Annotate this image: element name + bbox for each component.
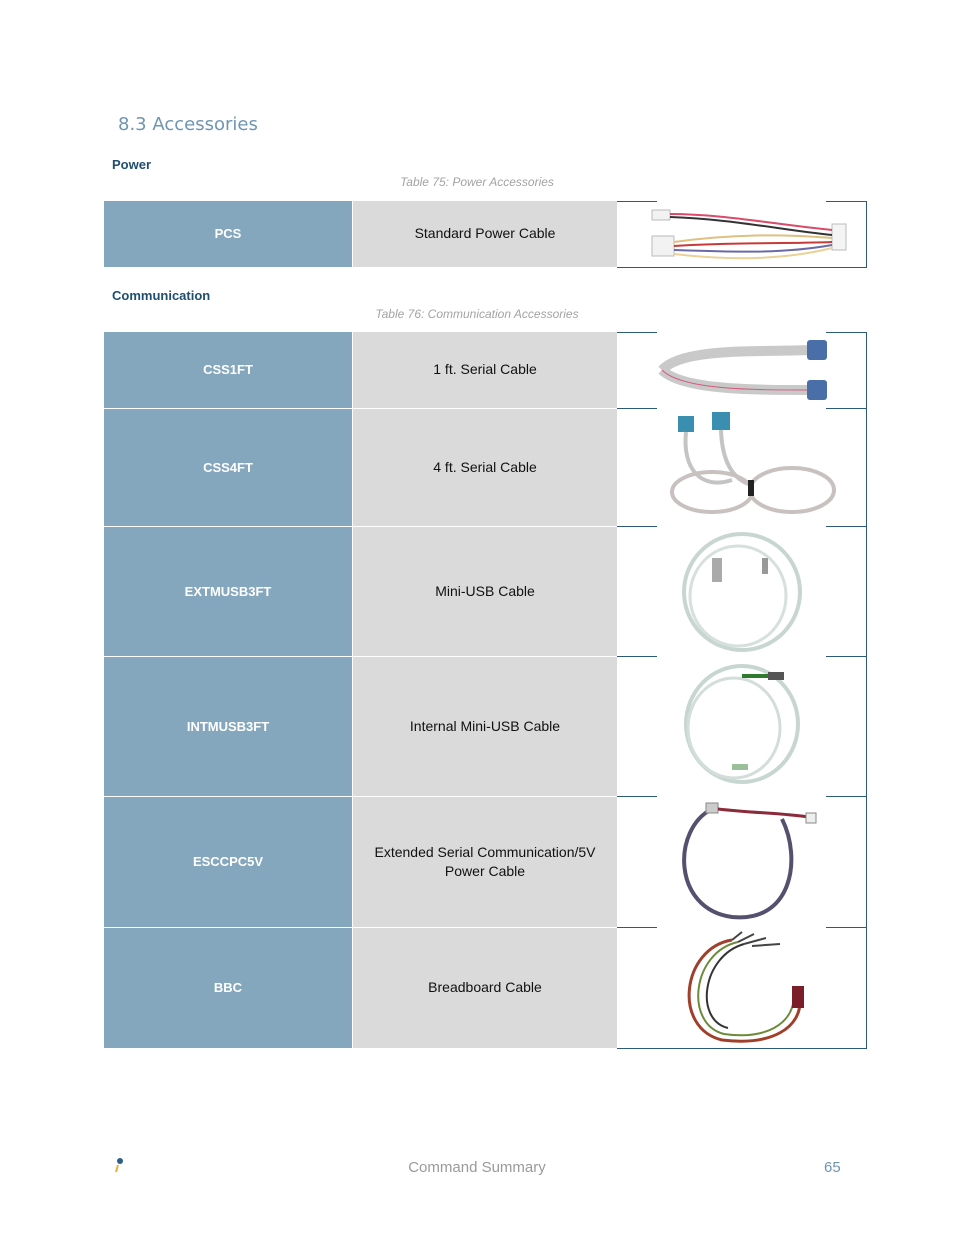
part-image xyxy=(617,927,867,1048)
power-table-caption: Table 75: Power Accessories xyxy=(400,175,554,189)
part-description: Standard Power Cable xyxy=(353,201,618,267)
part-number: CSS1FT xyxy=(104,332,353,408)
part-number: PCS xyxy=(104,201,353,267)
breadboard-cable-icon xyxy=(662,928,822,1046)
part-description: Internal Mini-USB Cable xyxy=(353,656,618,796)
part-image xyxy=(617,656,867,796)
table-row xyxy=(104,927,867,1048)
extended-serial-cable-icon xyxy=(662,799,822,925)
part-description: 4 ft. Serial Cable xyxy=(353,408,618,526)
power-cable-icon xyxy=(632,204,852,264)
part-image xyxy=(617,201,867,267)
table-row xyxy=(104,796,867,927)
part-number: EXTMUSB3FT xyxy=(104,526,353,656)
power-heading: Power xyxy=(112,157,152,172)
serial-cable-short-icon xyxy=(642,334,842,406)
part-description: Extended Serial Communication/5V Power Cable xyxy=(353,796,618,927)
part-image xyxy=(617,796,867,927)
part-image xyxy=(617,526,867,656)
page-number: 65 xyxy=(824,1159,841,1176)
part-image xyxy=(617,332,867,408)
part-description: Mini-USB Cable xyxy=(353,526,618,656)
table-row xyxy=(104,201,867,267)
internal-usb-cable-icon xyxy=(672,658,812,794)
part-number: BBC xyxy=(104,927,353,1048)
table-row xyxy=(104,332,867,408)
communication-heading: Communication xyxy=(112,288,211,303)
communication-accessories-table xyxy=(104,332,867,1049)
footer-title: Command Summary xyxy=(408,1159,546,1176)
table-row xyxy=(104,526,867,656)
table-row xyxy=(104,656,867,796)
section-title: 8.3 Accessories xyxy=(118,114,258,135)
part-number: CSS4FT xyxy=(104,408,353,526)
power-accessories-table xyxy=(104,201,867,268)
part-description: Breadboard Cable xyxy=(353,927,618,1048)
part-number: ESCCPC5V xyxy=(104,796,353,927)
serial-cable-long-icon xyxy=(642,410,842,524)
table-row xyxy=(104,408,867,526)
part-number: INTMUSB3FT xyxy=(104,656,353,796)
mini-usb-cable-icon xyxy=(672,528,812,654)
part-description: 1 ft. Serial Cable xyxy=(353,332,618,408)
communication-table-caption: Table 76: Communication Accessories xyxy=(375,307,579,321)
part-image xyxy=(617,408,867,526)
